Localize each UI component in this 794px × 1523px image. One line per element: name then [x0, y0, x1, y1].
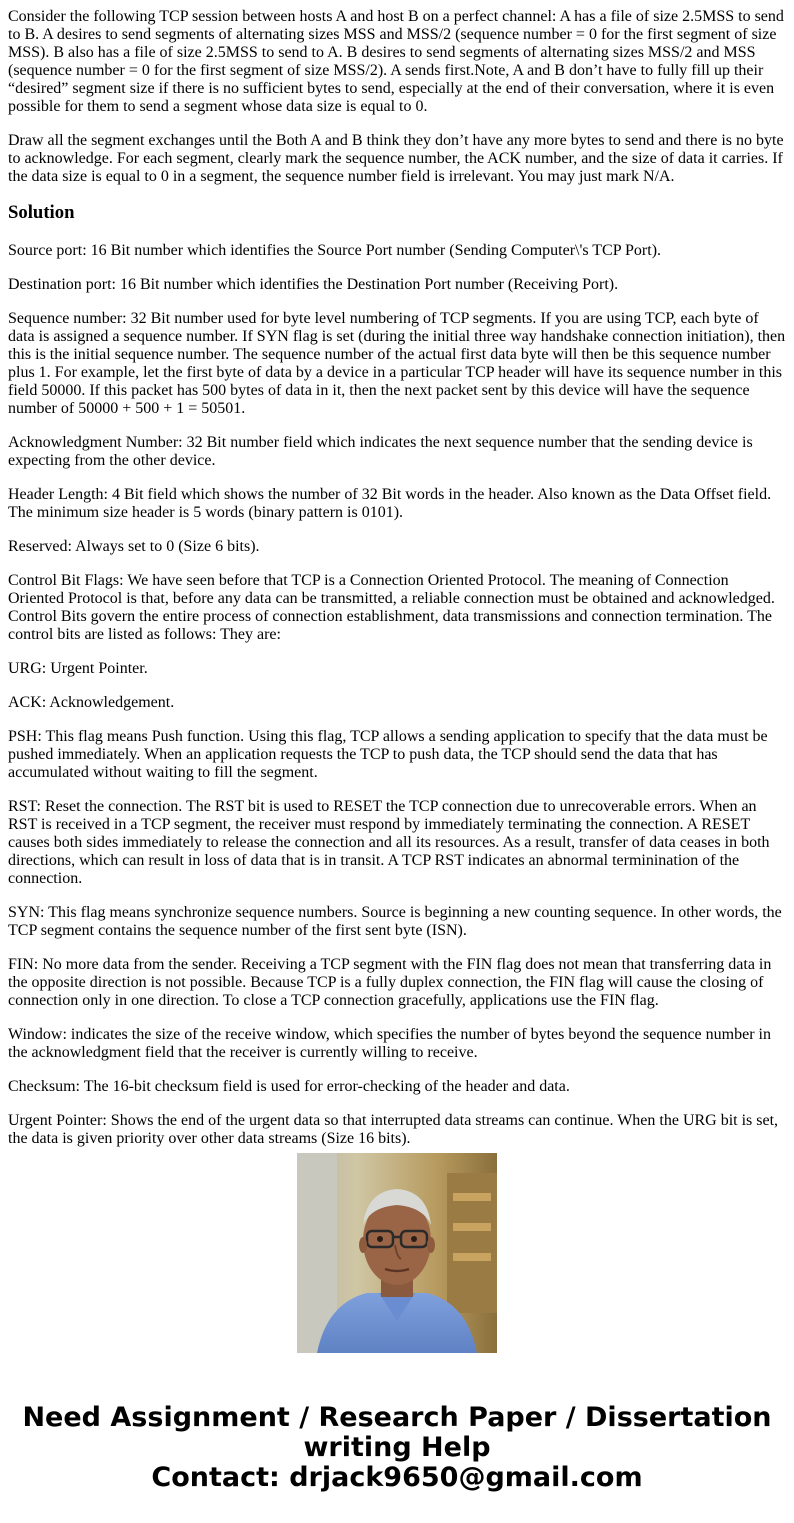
- solution-paragraph: RST: Reset the connection. The RST bit is used to RESET the TCP connection due to unrecoverable errors. When an RST is received in a TCP segment, the receiver must respond by immediately terminating the connection. A RESET causes both sides immediately to release the connection and all its resources. As a result, transfer of data ceases in both directions, which can result in loss of data that is in transit. A TCP RST indicates an abnormal terminination of the connection.: [8, 798, 770, 887]
- solution-paragraph: Destination port: 16 Bit number which identifies the Destination Port number (Receiving Port).: [8, 276, 619, 293]
- promo-line: Need Assignment / Research Paper / Dissertation: [22, 1402, 772, 1433]
- solution-paragraph: Reserved: Always set to 0 (Size 6 bits).: [8, 538, 260, 555]
- solution-paragraph: Header Length: 4 Bit field which shows the number of 32 Bit words in the header. Also known as the Data Offset field. The minimum size header is 5 words (binary pattern is 0101).: [8, 486, 772, 521]
- solution-paragraph: ACK: Acknowledgement.: [8, 694, 175, 711]
- solution-paragraph: PSH: This flag means Push function. Using this flag, TCP allows a sending application to specify that the data must be pushed immediately. When an application requests the TCP to push data, the TCP should send the data that has accumulated without waiting to fill the segment.: [8, 728, 768, 781]
- contact-email: Contact: drjack9650@gmail.com: [151, 1462, 643, 1493]
- avatar: [297, 1153, 497, 1353]
- solution-paragraph: Window: indicates the size of the receive window, which specifies the number of bytes beyond the sequence number in the acknowledgment field that the receiver is currently willing to receive.: [8, 1026, 771, 1061]
- solution-paragraph: Checksum: The 16-bit checksum field is used for error-checking of the header and data.: [8, 1078, 570, 1095]
- question-paragraph-2: Draw all the segment exchanges until the Both A and B think they don’t have any more bytes to send and there is no byte to acknowledge. For each segment, clearly mark the sequence number, the ACK number, and the size of data it carries. If the data size is equal to 0 in a segment, the sequence number field is irrelevant. You may just mark N/A.: [8, 132, 784, 185]
- solution-heading: Solution: [8, 202, 75, 223]
- solution-paragraph: Acknowledgment Number: 32 Bit number field which indicates the next sequence number that the sending device is expecting from the other device.: [8, 434, 753, 469]
- solution-paragraph: Source port: 16 Bit number which identifies the Source Port number (Sending Computer\'s TCP Port).: [8, 242, 662, 259]
- promo-text: [0, 1403, 794, 1493]
- solution-paragraph: FIN: No more data from the sender. Receiving a TCP segment with the FIN flag does not mean that transferring data in the opposite direction is not possible. Because TCP is a fully duplex connection, the FIN flag will cause the closing of connection only in one direction. To close a TCP connection gracefully, applications use the FIN flag.: [8, 956, 772, 1009]
- solution-paragraph: Urgent Pointer: Shows the end of the urgent data so that interrupted data streams can continue. When the URG bit is set, the data is given priority over other data streams (Size 16 bits).: [8, 1112, 779, 1147]
- solution-paragraph: Control Bit Flags: We have seen before that TCP is a Connection Oriented Protocol. The meaning of Connection Oriented Protocol is that, before any data can be transmitted, a reliable connection must be obtained and acknowledged. Control Bits govern the entire process of connection establishment, data transmissions and connection termination. The control bits are listed as follows: They are:: [8, 572, 775, 643]
- question-paragraph-1: Consider the following TCP session between hosts A and host B on a perfect channel: A has a file of size 2.5MSS to send to B. A desires to send segments of alternating sizes MSS and MSS/2 (sequence number = 0 for the first segment of size MSS). B also has a file of size 2.5MSS to send to A. B desires to send segments of alternating sizes MSS/2 and MSS (sequence number = 0 for the first segment of size MSS/2). A sends first.Note, A and B don’t have to fully fill up their “desired” segment size if there is no sufficient bytes to send, especially at the end of their conversation, where it is even possible for them to send a segment whose data size is equal to 0.: [8, 8, 784, 115]
- promo-line: writing Help: [303, 1432, 491, 1463]
- solution-paragraph: Sequence number: 32 Bit number used for byte level numbering of TCP segments. If you are using TCP, each byte of data is assigned a sequence number. If SYN flag is set (during the initial three way handshake connection initiation), then this is the initial sequence number. The sequence number of the actual first data byte will then be this sequence number plus 1. For example, let the first byte of data by a device in a particular TCP header will have its sequence number in this field 50000. If this packet has 500 bytes of data in it, then the next packet sent by this device will have the sequence number of 50000 + 500 + 1 = 50501.: [8, 310, 786, 417]
- promo-banner: [0, 1123, 794, 1523]
- solution-paragraph: URG: Urgent Pointer.: [8, 660, 148, 677]
- solution-paragraph: SYN: This flag means synchronize sequence numbers. Source is beginning a new counting sequence. In other words, the TCP segment contains the sequence number of the first sent byte (ISN).: [8, 904, 782, 939]
- avatar-photo: [297, 1153, 497, 1353]
